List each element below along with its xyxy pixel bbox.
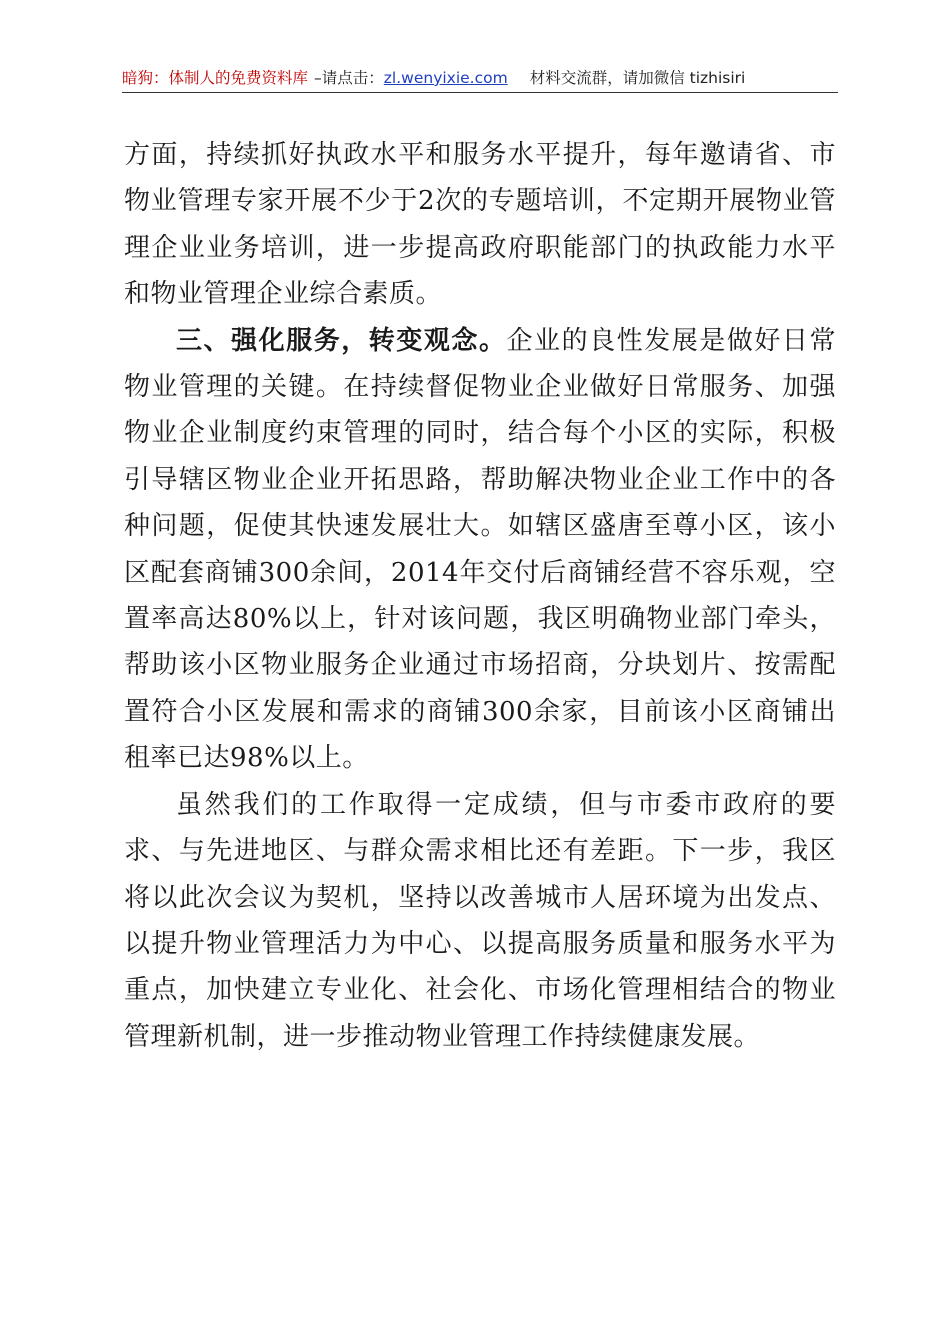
page-header bbox=[122, 64, 838, 93]
paragraph-1: 方面，持续抓好执政水平和服务水平提升，每年邀请省、市物业管理专家开展不少于2次的专题培训，不定期开展物业管理企业业务培训，进一步提高政府职能部门的执政能力水平和物业管理企业综合素质。 bbox=[124, 140, 836, 310]
paragraph-3: 虽然我们的工作取得一定成绩，但与市委市政府的要求、与先进地区、与群众需求相比还有差距。下一步，我区将以此次会议为契机，坚持以改善城市人居环境为出发点、以提升物业管理活力为中心、以提高服务质量和服务水平为重点，加快建立专业化、社会化、市场化管理相结合的物业管理新机制，进一步推动物业管理工作持续健康发展。 bbox=[124, 789, 836, 1052]
section-heading: 三、强化服务，转变观念。 bbox=[176, 325, 507, 356]
paragraph-2 bbox=[124, 318, 836, 782]
header-click-prompt: –请点击： bbox=[314, 69, 384, 87]
header-site-name: 暗狗：体制人的免费资料库 bbox=[122, 69, 309, 87]
document-body bbox=[124, 132, 836, 1060]
header-contact: 材料交流群，请加微信 tizhisiri bbox=[529, 69, 746, 87]
header-url-link[interactable]: zl.wenyixie.com bbox=[383, 69, 508, 87]
paragraph-2-text: 企业的良性发展是做好日常物业管理的关键。在持续督促物业企业做好日常服务、加强物业企业制度约束管理的同时，结合每个小区的实际，积极引导辖区物业企业开拓思路，帮助解决物业企业工作中的各种问题，促使其快速发展壮大。如辖区盛唐至尊小区，该小区配套商铺300余间，2014年交付后商铺经营不容乐观，空置率高达80%以上，针对该问题，我区明确物业部门牵头，帮助该小区物业服务企业通过市场招商，分块划片、按需配置符合小区发展和需求的商铺300余家，目前该小区商铺出租率已达98%以上。 bbox=[124, 325, 836, 774]
